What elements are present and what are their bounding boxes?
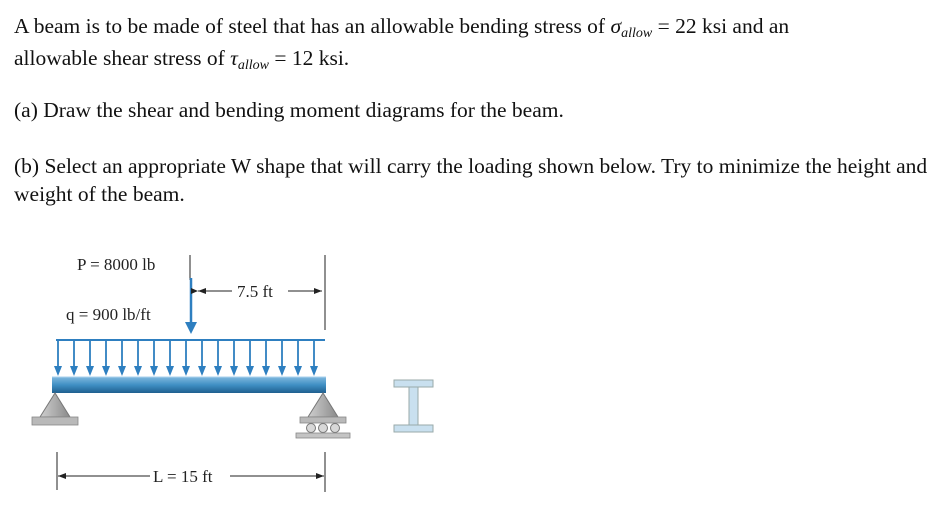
sigma-subscript: allow xyxy=(621,26,653,41)
tau-value: = 12 ksi. xyxy=(268,46,350,70)
roller-support-right xyxy=(296,393,350,438)
intro-text: A beam is to be made of steel that has an allowable bending stress of xyxy=(14,14,611,38)
beam xyxy=(52,377,326,393)
pin-support-left xyxy=(32,393,78,425)
point-load-label: P = 8000 lb xyxy=(77,255,156,274)
tau-symbol: τ xyxy=(230,46,238,70)
problem-statement xyxy=(14,12,939,76)
beam-loading-diagram xyxy=(0,230,946,514)
part-a-question: (a) Draw the shear and bending moment diagrams for the beam. xyxy=(14,98,564,122)
distributed-load-arrows xyxy=(54,340,325,376)
sigma-symbol: σ xyxy=(610,14,622,38)
distributed-load-label: q = 900 lb/ft xyxy=(66,305,151,324)
wide-flange-section-icon xyxy=(394,380,433,432)
intro-line2: allowable shear stress of xyxy=(14,46,231,70)
load-position-label: 7.5 ft xyxy=(237,282,273,301)
span-label: L = 15 ft xyxy=(153,467,213,486)
sigma-value: = 22 ksi and an xyxy=(652,14,790,38)
part-b-question: (b) Select an appropriate W shape that will carry the loading shown below. Try to minimize the height and weight of the beam. xyxy=(14,154,928,206)
point-load-arrow xyxy=(185,278,197,334)
tau-subscript: allow xyxy=(237,58,269,73)
